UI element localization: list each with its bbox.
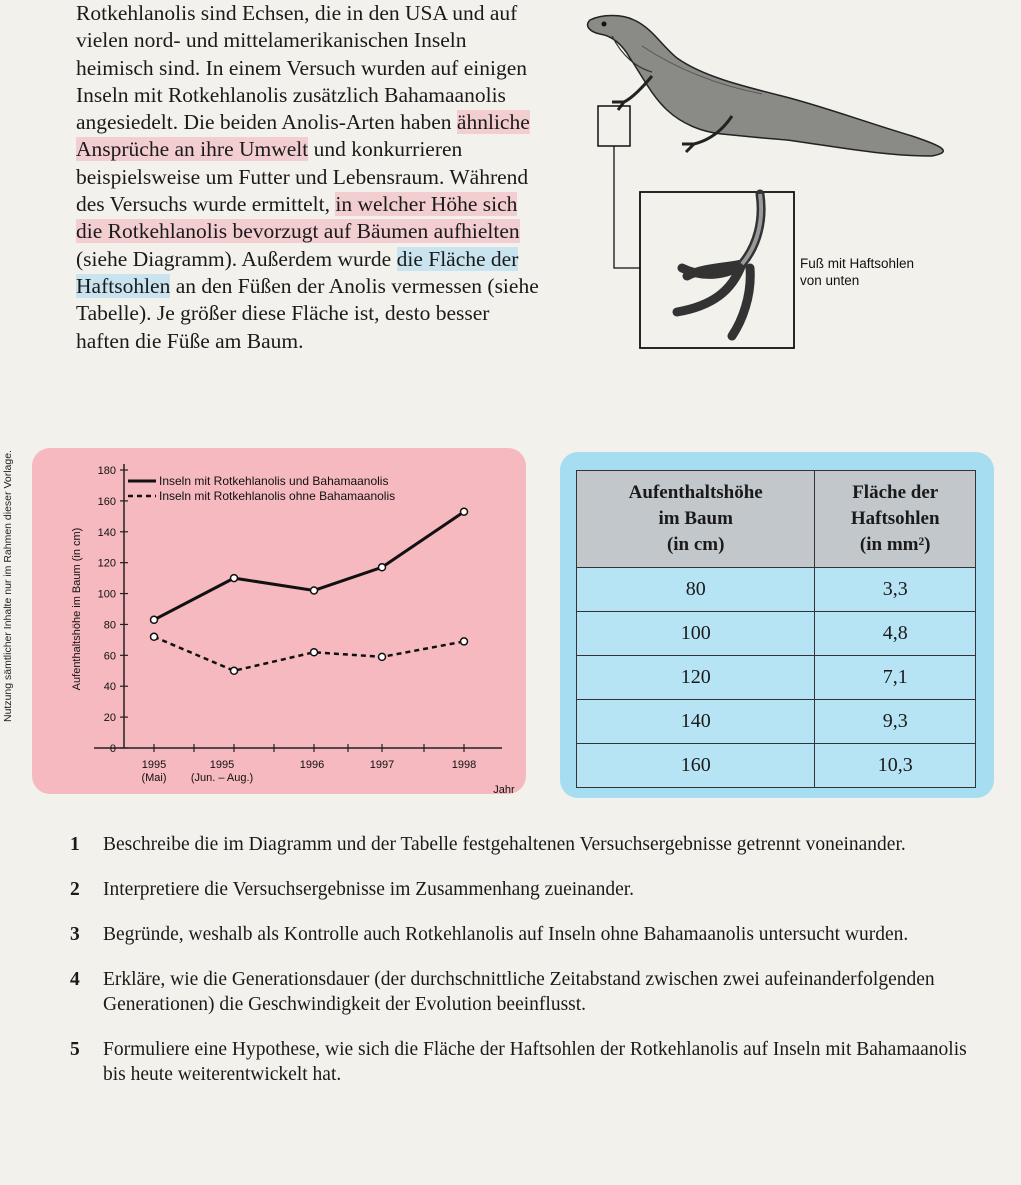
- y-tick-label: 140: [97, 526, 116, 539]
- y-tick-label: 0: [109, 743, 116, 755]
- table-row: 100 4,8: [577, 612, 976, 656]
- table-header-area: Fläche der Haftsohlen (in mm²): [815, 471, 976, 568]
- series-line-1: [154, 512, 464, 620]
- task-item: 2 Interpretiere die Versuchsergebnisse im Zusammenhang zueinander.: [70, 879, 635, 900]
- y-tick-label: 80: [103, 619, 116, 632]
- lizard-illustration: [582, 6, 962, 356]
- intro-part-2: und konkurrieren beispielsweise um Futter und Lebensraum. Während des Versuchs wurde ermittelt,: [76, 137, 529, 217]
- y-tick-label: 60: [103, 650, 116, 663]
- data-point: [151, 616, 158, 623]
- y-tick-label: 160: [97, 495, 116, 508]
- x-tick-label: 1995: [209, 759, 235, 771]
- y-tick-label: 180: [97, 465, 116, 477]
- intro-part-4: an den Füßen der Anolis vermessen (siehe Tabelle). Je größer diese Fläche ist, desto besser haften die Füße am Baum.: [76, 273, 539, 353]
- task-list: [70, 832, 970, 1107]
- data-point: [231, 575, 238, 582]
- data-point: [379, 653, 386, 660]
- task-item: 1 Beschreibe die im Diagramm und der Tabelle festgehaltenen Versuchsergebnisse getrennt voneinander.: [70, 834, 906, 855]
- table-row: 160 10,3: [577, 744, 976, 788]
- haftsohlen-table: [576, 470, 976, 788]
- y-axis-label: Aufenthaltshöhe im Baum (in cm): [71, 527, 83, 691]
- height-line-chart: [32, 448, 526, 794]
- y-tick-label: 40: [103, 681, 116, 694]
- task-item: 5 Formuliere eine Hypothese, wie sich die Fläche der Haftsohlen der Rotkehlanolis auf Inseln mit Bahamaanolis bis heute weiterentwickelt hat.: [70, 1039, 967, 1085]
- x-tick-sublabel: (Mai): [141, 772, 167, 784]
- table-header-height: Aufenthaltshöhe im Baum (in cm): [577, 471, 815, 568]
- y-tick-label: 20: [103, 712, 116, 725]
- y-tick-label: 100: [97, 588, 116, 601]
- highlight-requirements: ähnliche Ansprüche an ihre Umwelt: [76, 110, 530, 162]
- series-line-2: [154, 637, 464, 671]
- x-axis-label: Jahr: [493, 784, 515, 794]
- x-tick-label: 1997: [369, 759, 395, 771]
- intro-part-3: (siehe Diagramm). Außerdem wurde: [76, 246, 397, 271]
- task-item: 4 Erkläre, wie die Generationsdauer (der durchschnittliche Zeitabstand zwischen zwei aufeinanderfolgenden Generationen) die Geschwindigkeit der Evolution beeinflusst.: [70, 969, 935, 1015]
- legend-label: Inseln mit Rotkehlanolis ohne Bahamaanolis: [159, 489, 396, 503]
- data-point: [461, 508, 468, 515]
- copyright-side-note: Nutzung sämtlicher Inhalte nur im Rahmen dieser Vorlage.: [2, 450, 14, 722]
- x-tick-sublabel: (Jun. – Aug.): [190, 772, 254, 784]
- data-point: [311, 587, 318, 594]
- x-tick-label: 1996: [299, 759, 325, 771]
- data-point: [461, 638, 468, 645]
- task-item: 3 Begründe, weshalb als Kontrolle auch Rotkehlanolis auf Inseln ohne Bahamaanolis untersucht wurden.: [70, 924, 909, 945]
- intro-text: [76, 0, 546, 355]
- data-point: [151, 633, 158, 640]
- data-point: [311, 649, 318, 656]
- highlight-height: in welcher Höhe sich die Rotkehlanolis bevorzugt auf Bäumen aufhielten: [76, 192, 520, 244]
- x-tick-label: 1998: [451, 759, 477, 771]
- intro-part-1: Rotkehlanolis sind Echsen, die in den USA und auf vielen nord- und mittelamerikanischen Inseln heimisch sind. In einem Versuch wurden auf einigen Inseln mit Rotkehlanolis zusätzlich Bahamaanolis angesiedelt. Die beiden Anolis-Arten haben: [76, 1, 527, 135]
- table-row: 120 7,1: [577, 656, 976, 700]
- table-row: 80 3,3: [577, 568, 976, 612]
- y-tick-label: 120: [97, 557, 116, 570]
- data-point: [379, 564, 386, 571]
- legend-label: Inseln mit Rotkehlanolis und Bahamaanolis: [159, 474, 389, 488]
- foot-label: Fuß mit Haftsohlen von unten: [800, 256, 915, 288]
- x-tick-label: 1995: [141, 759, 167, 771]
- table-row: 140 9,3: [577, 700, 976, 744]
- highlight-area: die Fläche der Haftsohlen: [76, 246, 519, 298]
- data-point: [231, 667, 238, 674]
